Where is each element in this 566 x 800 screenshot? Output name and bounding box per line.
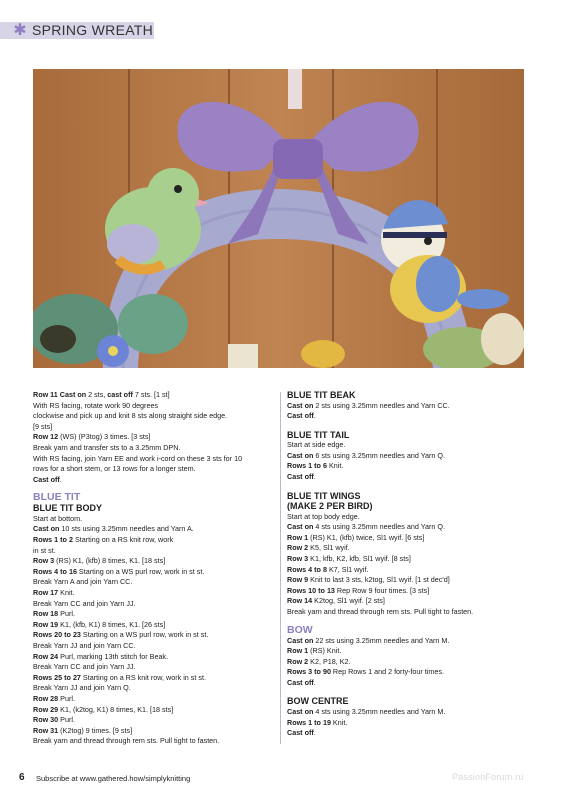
text-line: Row 24 Purl, marking 13th stitch for Beak.	[33, 651, 169, 661]
subscribe-link[interactable]: Subscribe at www.gathered.how/simplyknitting	[36, 774, 191, 783]
subsection-heading: BLUE TIT BODY	[33, 503, 102, 514]
section-heading: BOW	[287, 623, 313, 636]
text-line: Rows 4 to 8 K7, Sl1 wyif.	[287, 564, 369, 574]
text-line: rows for a short stem, or 13 rows for a longer stem.	[33, 464, 196, 474]
subsection-heading: BOW CENTRE	[287, 696, 349, 707]
text-line: Row 2 K2, P18, K2.	[287, 656, 351, 666]
text-line: Rows 1 to 2 Starting on a RS knit row, work	[33, 535, 174, 545]
text-line: Row 9 Knit to last 3 sts, k2tog, Sl1 wyif. [1 st dec'd]	[287, 575, 450, 585]
text-line: Cast off.	[287, 411, 316, 421]
text-line: Cast on 10 sts using 3.25mm needles and Yarn A.	[33, 524, 194, 534]
text-line: Row 31 (K2tog) 9 times. [9 sts]	[33, 725, 133, 735]
text-line: Start at bottom.	[33, 513, 83, 523]
text-line: Cast off.	[287, 728, 316, 738]
subsection-heading: BLUE TIT BEAK	[287, 390, 356, 400]
text-line: Cast on 4 sts using 3.25mm needles and Yarn M.	[287, 706, 446, 716]
text-line: Cast on 2 sts using 3.25mm needles and Yarn CC.	[287, 400, 450, 410]
text-line: With RS facing, rotate work 90 degrees	[33, 400, 159, 410]
section-heading: BLUE TIT	[33, 491, 81, 504]
text-line: Row 14 K2tog, Sl1 wyif. [2 sts]	[287, 596, 385, 606]
text-line: Break Yarn CC and join Yarn JJ.	[33, 662, 136, 672]
subsection-heading: (MAKE 2 PER BIRD)	[287, 501, 373, 512]
text-line: Row 17 Knit.	[33, 588, 75, 597]
text-line: Break Yarn JJ and join Yarn Q.	[33, 683, 131, 693]
text-line: Row 30 Purl.	[33, 715, 75, 725]
column-divider	[280, 392, 281, 744]
text-line: Rows 4 to 16 Starting on a WS purl row, work in st st.	[33, 566, 205, 576]
text-line: Cast off.	[287, 677, 316, 687]
text-line: Rows 3 to 90 Rep Rows 1 and 2 forty-four times.	[287, 667, 444, 677]
subsection-heading: BLUE TIT TAIL	[287, 429, 350, 440]
text-line: Row 2 K5, Sl1 wyif.	[287, 543, 350, 553]
text-line: Row 28 Purl.	[33, 693, 75, 703]
text-line: Break Yarn CC and join Yarn JJ.	[33, 598, 136, 608]
text-line: Rows 1 to 19 Knit.	[287, 717, 348, 727]
text-line: Break yarn and thread through rem sts. Pull tight to fasten.	[33, 736, 220, 746]
text-line: Row 18 Purl.	[33, 609, 75, 619]
text-line: [9 sts]	[33, 421, 53, 431]
text-line: Break yarn and thread through rem sts. Pull tight to fasten.	[287, 606, 474, 616]
watermark: PassionForum.ru	[452, 772, 524, 782]
page-number: 6	[19, 772, 25, 783]
right-column	[287, 390, 537, 739]
text-line: Break yarn and transfer sts to a 3.25mm DPN.	[33, 442, 181, 452]
text-line: Rows 10 to 13 Rep Row 9 four times. [3 sts]	[287, 585, 430, 595]
text-line: Row 19 K1, (kfb, K1) 8 times, K1. [26 sts]	[33, 619, 166, 629]
text-line: in st st.	[33, 545, 56, 555]
text-line: Cast off.	[33, 474, 62, 484]
text-line: Row 3 K1, kfb, K2, kfb, Sl1 wyif. [8 sts]	[287, 553, 411, 563]
text-line: Start at top body edge.	[287, 511, 360, 521]
text-line: Row 12 (WS) (P3tog) 3 times. [3 sts]	[33, 432, 151, 442]
text-line: Cast on 6 sts using 3.25mm needles and Yarn Q.	[287, 450, 445, 460]
subsection-heading: BLUE TIT WINGS	[287, 490, 361, 501]
text-line: With RS facing, join Yarn EE and work i-cord on these 3 sts for 10	[33, 453, 243, 463]
text-line: Row 3 (RS) K1, (kfb) 8 times, K1. [18 sts]	[33, 556, 166, 566]
text-line: Rows 20 to 23 Starting on a WS purl row, work in st st.	[33, 630, 209, 640]
text-line: Break Yarn JJ and join Yarn CC.	[33, 640, 136, 650]
text-line: Rows 25 to 27 Starting on a RS knit row, work in st st.	[33, 672, 206, 682]
asterisk-icon: ✱	[13, 22, 27, 39]
wreath-photo	[33, 69, 524, 368]
text-line: Cast on 22 sts using 3.25mm needles and Yarn M.	[287, 635, 450, 645]
text-line: Start at side edge.	[287, 440, 346, 450]
text-line: Cast on 4 sts using 3.25mm needles and Yarn Q.	[287, 522, 445, 532]
text-line: Break Yarn A and join Yarn CC.	[33, 577, 133, 587]
text-line: Cast off.	[287, 471, 316, 481]
text-line: Row 1 (RS) Knit.	[287, 646, 342, 656]
page-title: SPRING WREATH	[32, 22, 154, 38]
text-line: clockwise and pick up and knit 8 sts along straight side edge.	[33, 411, 228, 421]
text-line: Row 1 (RS) K1, (kfb) twice, Sl1 wyif. [6 sts]	[287, 532, 425, 542]
row11-line: Row 11 Cast on 2 sts, cast off 7 sts. [1 st]	[33, 390, 170, 399]
text-line: Row 29 K1, (k2tog, K1) 8 times, K1. [18 sts]	[33, 704, 174, 714]
text-line: Rows 1 to 6 Knit.	[287, 461, 344, 471]
left-column	[33, 390, 283, 747]
